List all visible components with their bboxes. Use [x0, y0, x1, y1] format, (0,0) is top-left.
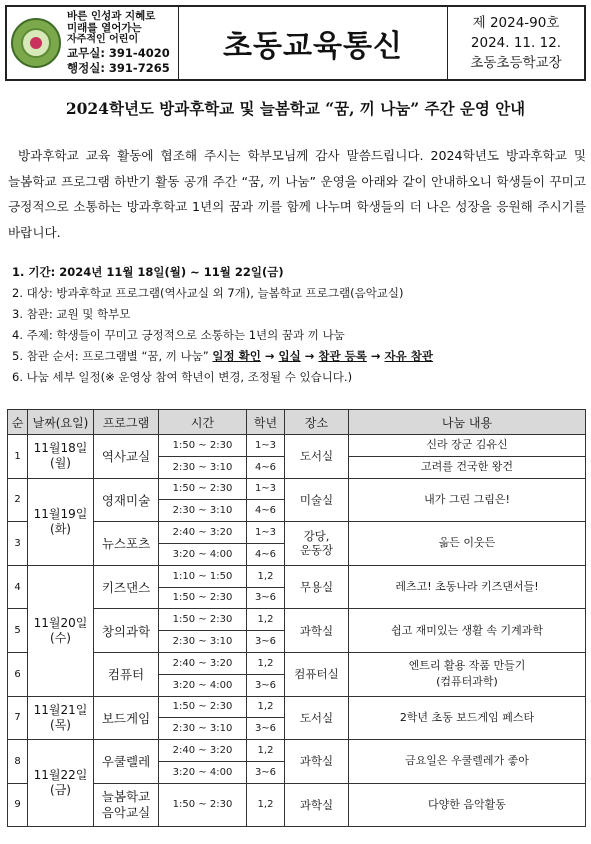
table-row — [8, 696, 586, 718]
table-row — [8, 435, 586, 457]
issue-date: 2024. 11. 12. — [470, 35, 562, 51]
row-time: 3:20 ~ 4:00 — [159, 543, 247, 565]
table-row — [8, 652, 586, 674]
motto-line-3: 자주적인 어린이 — [67, 34, 139, 45]
row-program: 역사교실 — [94, 435, 159, 479]
row-date: 11월21일 (목) — [28, 696, 94, 740]
col-content: 나눔 내용 — [349, 410, 586, 435]
row-date: 11월20일 (수) — [28, 565, 94, 696]
row-program: 컴퓨터 — [94, 652, 159, 696]
item-target: 2. 대상: 방과후학교 프로그램(역사교실 외 7개), 늘봄학교 프로그램(음악교실) — [12, 286, 404, 300]
page-title: 2024학년도 방과후학교 및 늘봄학교 “꿈, 끼 나눔” 주간 운영 안내 — [65, 99, 526, 118]
row-grade: 1,2 — [247, 565, 285, 587]
row-time: 2:30 ~ 3:10 — [159, 631, 247, 653]
intro-paragraph — [8, 143, 586, 245]
row-content: 쉽고 재미있는 생활 속 기계과학 — [349, 609, 586, 653]
table-row — [8, 609, 586, 631]
row-content: 엔트리 활용 작품 만들기 (컴퓨터과학) — [349, 652, 586, 696]
newsletter-header — [5, 5, 586, 81]
row-program: 우쿨렐레 — [94, 740, 159, 784]
row-content: 옮든 이웃든 — [349, 522, 586, 566]
row-grade: 4~6 — [247, 456, 285, 478]
row-date: 11월18일 (월) — [28, 435, 94, 479]
row-grade: 1,2 — [247, 740, 285, 762]
row-program: 영재미술 — [94, 478, 159, 522]
row-program: 뉴스포츠 — [94, 522, 159, 566]
table-row — [8, 478, 586, 500]
table-header-row — [8, 410, 586, 435]
item-schedule: 6. 나눔 세부 일정(※ 운영상 참여 학년이 변경, 조정될 수 있습니다.) — [12, 370, 353, 384]
row-time: 1:50 ~ 2:30 — [159, 478, 247, 500]
item-observers: 3. 참관: 교원 및 학부모 — [12, 307, 131, 321]
motto-line-2: 미래를 열어가는 — [67, 22, 142, 34]
row-time: 1:50 ~ 2:30 — [159, 435, 247, 457]
row-grade: 1~3 — [247, 478, 285, 500]
row-place: 과학실 — [285, 740, 349, 784]
row-time: 1:50 ~ 2:30 — [159, 696, 247, 718]
col-date: 날짜(요일) — [28, 410, 94, 435]
row-grade: 3~6 — [247, 761, 285, 783]
row-time: 1:50 ~ 2:30 — [159, 783, 247, 826]
notice-items — [12, 262, 582, 388]
row-grade: 1~3 — [247, 435, 285, 457]
row-place: 무용실 — [285, 565, 349, 609]
row-time: 2:30 ~ 3:10 — [159, 500, 247, 522]
issue-number: 제 2024-90호 — [472, 15, 560, 31]
row-grade: 1,2 — [247, 783, 285, 826]
col-program: 프로그램 — [94, 410, 159, 435]
row-grade: 4~6 — [247, 543, 285, 565]
row-no: 3 — [8, 522, 28, 566]
row-place: 컴퓨터실 — [285, 652, 349, 696]
row-content: 레츠고! 초동나라 키즈댄서들! — [349, 565, 586, 609]
row-place: 과학실 — [285, 609, 349, 653]
table-row — [8, 740, 586, 762]
row-program: 늘봄학교 음악교실 — [94, 783, 159, 826]
motto-line-1: 바른 인성과 지혜로 — [67, 10, 156, 22]
col-time: 시간 — [159, 410, 247, 435]
col-no: 순 — [8, 410, 28, 435]
row-date: 11월19일 (화) — [28, 478, 94, 565]
issue-info-box — [448, 7, 584, 79]
row-place: 미술실 — [285, 478, 349, 522]
row-place: 강당, 운동장 — [285, 522, 349, 566]
col-place: 장소 — [285, 410, 349, 435]
row-content: 신라 장군 김유신 — [349, 435, 586, 457]
row-no: 6 — [8, 652, 28, 696]
row-time: 2:30 ~ 3:10 — [159, 456, 247, 478]
row-grade: 4~6 — [247, 500, 285, 522]
row-grade: 3~6 — [247, 674, 285, 696]
row-grade: 1,2 — [247, 652, 285, 674]
row-content: 금요일은 우쿨렐레가 좋아 — [349, 740, 586, 784]
row-content: 내가 그린 그림은! — [349, 478, 586, 522]
row-program: 창의과학 — [94, 609, 159, 653]
row-grade: 3~6 — [247, 587, 285, 609]
row-time: 1:50 ~ 2:30 — [159, 587, 247, 609]
item-order: 5. 참관 순서: 프로그램별 “꿈, 끼 나눔” 일정 확인 → 입실 → 참관 등록 → 자유 참관 — [12, 349, 433, 363]
row-no: 4 — [8, 565, 28, 609]
row-time: 3:20 ~ 4:00 — [159, 674, 247, 696]
row-place: 도서실 — [285, 696, 349, 740]
row-grade: 3~6 — [247, 631, 285, 653]
row-program: 보드게임 — [94, 696, 159, 740]
teachers-office-phone: 교무실: 391-4020 — [67, 46, 170, 60]
row-time: 2:40 ~ 3:20 — [159, 652, 247, 674]
row-no: 7 — [8, 696, 28, 740]
school-emblem-icon — [11, 18, 61, 68]
row-no: 2 — [8, 478, 28, 522]
item-period: 1. 기간: 2024년 11월 18일(월) ~ 11월 22일(금) — [12, 265, 284, 279]
row-place: 과학실 — [285, 783, 349, 826]
row-time: 3:20 ~ 4:00 — [159, 761, 247, 783]
row-place: 도서실 — [285, 435, 349, 479]
row-program: 키즈댄스 — [94, 565, 159, 609]
table-row — [8, 565, 586, 587]
table-row — [8, 522, 586, 544]
row-time: 2:40 ~ 3:20 — [159, 740, 247, 762]
school-motto — [67, 10, 170, 76]
row-no: 5 — [8, 609, 28, 653]
row-no: 1 — [8, 435, 28, 479]
intro-text: 방과후학교 교육 활동에 협조해 주시는 학부모님께 감사 말씀드립니다. 2024학년도 방과후학교 및 늘봄학교 프로그램 하반기 활동 공개 주간 “꿈, 끼 나눔” 운영을 아래와 같이 안내하오니 학생들이 꾸미고 긍정적으로 소통하는 방과후학교 1년의 꿈과 끼를 함께 나누며 학생들의 더 나은 성장을 응원해 주시기를 바랍니다. — [8, 148, 586, 240]
row-grade: 3~6 — [247, 718, 285, 740]
school-info-box — [7, 7, 179, 79]
row-time: 1:50 ~ 2:30 — [159, 609, 247, 631]
schedule-table — [7, 409, 586, 827]
admin-office-phone: 행정실: 391-7265 — [67, 61, 170, 75]
row-no: 8 — [8, 740, 28, 784]
row-grade: 1,2 — [247, 696, 285, 718]
item-theme: 4. 주제: 학생들이 꾸미고 긍정적으로 소통하는 1년의 꿈과 끼 나눔 — [12, 328, 345, 342]
row-grade: 1~3 — [247, 522, 285, 544]
row-time: 2:30 ~ 3:10 — [159, 718, 247, 740]
school-principal: 초동초등학교장 — [470, 55, 562, 71]
newsletter-title-box — [179, 7, 448, 79]
row-content: 다양한 음악활동 — [349, 783, 586, 826]
row-grade: 1,2 — [247, 609, 285, 631]
row-time: 2:40 ~ 3:20 — [159, 522, 247, 544]
row-content: 고려를 건국한 왕건 — [349, 456, 586, 478]
row-time: 1:10 ~ 1:50 — [159, 565, 247, 587]
col-grade: 학년 — [247, 410, 285, 435]
row-date: 11월22일 (금) — [28, 740, 94, 827]
row-content: 2학년 초동 보드게임 페스타 — [349, 696, 586, 740]
newsletter-title: 초동교육통신 — [223, 29, 403, 64]
row-no: 9 — [8, 783, 28, 826]
